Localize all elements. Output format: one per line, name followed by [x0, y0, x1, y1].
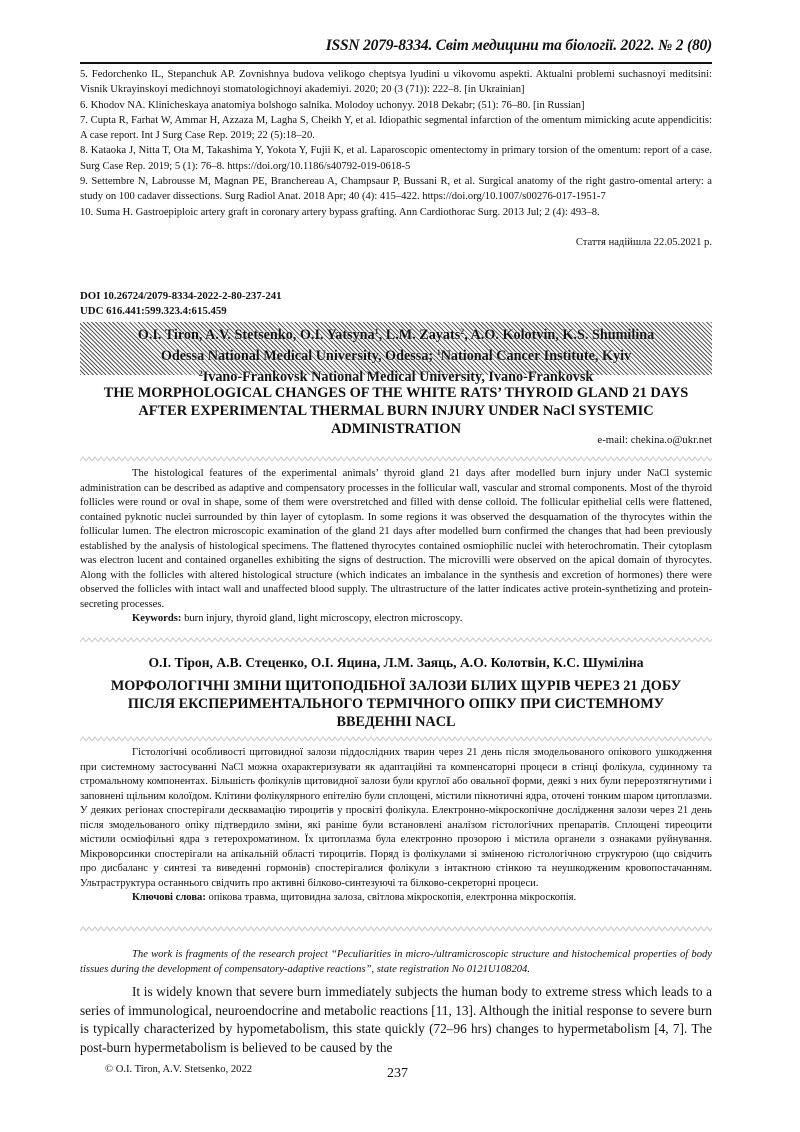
- affiliation-text: National Cancer Institute, Kyiv: [440, 348, 632, 364]
- wave-divider: [80, 637, 712, 644]
- title-line: THE MORPHOLOGICAL CHANGES OF THE WHITE RATS’ THYROID GLAND 21 DAYS: [103, 385, 689, 401]
- keywords-list: опікова травма, щитовидна залоза, світлова мікроскопія, електронна мікроскопія.: [205, 892, 577, 904]
- reference-item: 9. Settembre N, Labrousse M, Magnan PE, Branchereau A, Champsaur P, Bussani R, et al. Surgical anatomy of the right gastro-omental artery: a study on 100 cadaver dissections. Surg Radiol Anat. 2018 Apr; 40 (4): 415–422. https://doi.org/10.1007/s00276-017-1951-7: [80, 176, 712, 203]
- keywords-label: Ключові слова:: [132, 892, 206, 904]
- intro-paragraph: It is widely known that severe burn immediately subjects the human body to extreme stress which leads to a series of immunological, neuroendocrine and metabolic reactions [11, 13]. Although the initial response to severe burn is typically characterized by hypometabolism, this state quickly (72–96 hrs) changes to hypermetabolism [4, 7]. The post-burn hypermetabolism is believed to be caused by the: [80, 984, 712, 1055]
- affiliation-text: Odessa National Medical University, Odessa;: [160, 348, 437, 364]
- abstract-ua: [80, 746, 712, 906]
- wave-divider: [80, 736, 712, 743]
- wave-divider: [80, 926, 712, 933]
- authors-text: , L.M. Zayats: [378, 327, 461, 343]
- article-title-en: [80, 384, 712, 438]
- article-title-ua: [80, 677, 712, 731]
- reference-item: 5. Fedorchenko IL, Stepanchuk AP. Zovnishnya budova velikogo cheptsya lyudini u vikovomu aspekti. Aktualni problemi suchasnoyi meditsini: Visnik Ukrayinskoyi medichnoyi stomatologichnoyi akademiyi. 2020; 20 (3 (71)): 222–8. [in Ukrainian]: [80, 69, 712, 96]
- abstract-en: [80, 467, 712, 627]
- affiliation-mark: 1: [374, 327, 379, 336]
- authors-affiliations-box: [80, 322, 712, 385]
- abstract-en-text: The histological features of the experimental animals’ thyroid gland 21 days after modelled burn injury under NaCl systemic administration can be described as adaptive and compensatory processes in the follicular wall, vascular and stromal components. Most of the thyroid follicles were round or oval in shape, some of them were overstretched and filled with dense colloid. The follicular epithelial cells were flattened, contained pyknotic nuclei surrounded by thin layer of cytoplasm. In some regions it was observed the desquamation of the thyrocytes within the follicular lumen. The electron microscopic examination of the gland 21 days after modelled burn confirmed the changes that had been previously established by the analysis of histological specimens. The flattened thyrocytes contained osmiophilic nuclei with heterochromatin. Their cytoplasm was electron lucent and contained organelles exhibiting the signs of destruction. The microvilli were observed on the apical domain of thyrocytes. Along with the follicles with altered histological structure (which indicates an imbalance in the synthesis and excretion of hormones) there were observed the follicles with intact wall and unaffected blood supply. The ultrastructure of the latter indicates active protein-synthetizing and protein-secreting processes.: [80, 468, 712, 610]
- authors-ua: О.І. Тірон, А.В. Стеценко, О.І. Яцина, Л.М. Заяць, А.О. Колотвін, К.С. Шуміліна: [148, 655, 644, 670]
- reference-list: [80, 67, 712, 220]
- abstract-ua-text: Гістологічні особливості щитовидної залози піддослідних тварин через 21 день після змодельованого опікового ушкодження при системному застосуванні NaCl можна охарактеризувати як адаптаційні та компенсаторні процеси в стінці фолікула, судинному та стромальному компонентах. Більшість фолікулів щитовидної залози були круглої або овальної форми, деякі з них були перерозтягнутими і заповнені щільним колоїдом. Клітини фолікулярного епітелію були сплощені, містили пікнотичні ядра, оточені тонким шаром цитоплазми. У деяких регіонах спостерігали десквамацію тироцитів у просвіті фолікула. Електронно-мікроскопічне дослідження залози через 21 день після змодельованого опіку підтвердило зміни, які раніше були встановлені аналізом гістологічних препаратів. Сплощені тиреоцити містили осміофільні ядра з гетерохроматином. Їх цитоплазма була електронно прозорою і містила органели з ознаками руйнування. Мікроворсинки спостерігали на апікальній області тироцитів. Поряд із фолікулами зі зміненою гістологічною структурою (що свідчить про дисбаланс у синтезі та виведенні гормонів) спостерігалися фолікули з інтактною стінкою та неушкодженим кровопостачанням. Ультраструктура останнього свідчить про активні білково-синтезуючі та білково-секреторні процеси.: [80, 747, 712, 889]
- title-line: AFTER EXPERIMENTAL THERMAL BURN INJURY UNDER NaCl SYSTEMIC: [138, 403, 654, 419]
- copyright-notice: © O.I. Tiron, A.V. Stetsenko, 2022: [105, 1064, 253, 1075]
- wave-divider: [80, 456, 712, 463]
- funding-note: [80, 948, 712, 977]
- keywords-en: [80, 612, 712, 627]
- keywords-list: burn injury, thyroid gland, light microscopy, electron microscopy.: [181, 613, 463, 625]
- reference-item: 7. Cupta R, Farhat W, Ammar H, Azzaza M, Lagha S, Cheikh Y, et al. Idiopathic segmental infarction of the omentum mimicking acute appendicitis: A case report. Int J Surg Case Rep. 2019; 22 (5):18–20.: [80, 114, 712, 142]
- received-date-note: Стаття надійшла 22.05.2021 р.: [575, 237, 712, 248]
- affiliation-text: Ivano-Frankovsk National Medical University, Ivano-Frankovsk: [202, 369, 594, 385]
- reference-item: 8. Kataoka J, Nitta T, Ota M, Takashima Y, Yokota Y, Fujii K, et al. Laparoscopic omentectomy in primary torsion of the omentum: report of a case. Surg Case Rep. 2019; 5 (1): 76–8. https://doi.org/10.1186/s40792-019-0618-5: [80, 145, 712, 172]
- running-header: ISSN 2079-8334. Світ медицини та біології. 2022. № 2 (80): [325, 37, 712, 54]
- affiliation-line: [80, 365, 712, 386]
- funding-text: The work is fragments of the research project “Peculiarities in micro-/ultramicroscopic structure and histochemical properties of body tissues during the development of compensatory-adaptive reactions”, state registration No 0121U108204.: [80, 949, 712, 975]
- page-number: 237: [387, 1066, 408, 1081]
- title-line: ВВЕДЕННІ NACL: [336, 714, 456, 730]
- title-line: ПІСЛЯ ЕКСПЕРИМЕНТАЛЬНОГО ТЕРМІЧНОГО ОПІКУ ПРИ СИСТЕМНОМУ: [127, 696, 665, 712]
- title-line: ADMINISTRATION: [330, 421, 462, 437]
- affiliation-mark: 2: [198, 369, 203, 378]
- title-line: МОРФОЛОГІЧНІ ЗМІНИ ЩИТОПОДІБНОЇ ЗАЛОЗИ БІЛИХ ЩУРІВ ЧЕРЕЗ 21 ДОБУ: [110, 678, 682, 694]
- affiliation-mark: 2: [460, 327, 465, 336]
- udc-label: UDC 616.441:599.323.4:615.459: [80, 305, 227, 317]
- authors-text: O.I. Tiron, A.V. Stetsenko, O.I. Yatsyna: [137, 327, 375, 343]
- reference-item: 6. Khodov NA. Klinicheskaya anatomiya bolshogo salnika. Molodoy uchonyy. 2018 Dekabr; (51): 76–80. [in Russian]: [80, 99, 585, 111]
- article-identifiers: [80, 289, 282, 319]
- introduction: [80, 983, 712, 1057]
- affiliation-line: [80, 344, 712, 365]
- doi-label: DOI 10.26724/2079-8334-2022-2-80-237-241: [80, 290, 282, 302]
- keywords-label: Keywords:: [132, 613, 182, 625]
- reference-item: 10. Suma H. Gastroepiploic artery graft in coronary artery bypass grafting. Ann Cardiothorac Surg. 2013 Jul; 2 (4): 493–8.: [80, 206, 600, 218]
- header-rule: [80, 62, 712, 64]
- authors-line-en: [80, 323, 712, 344]
- affiliation-mark: 1: [436, 348, 441, 357]
- contact-email[interactable]: e-mail: chekina.o@ukr.net: [597, 434, 712, 446]
- keywords-ua: [80, 891, 712, 906]
- authors-text: , A.O. Kolotvin, K.S. Shumilina: [464, 327, 655, 343]
